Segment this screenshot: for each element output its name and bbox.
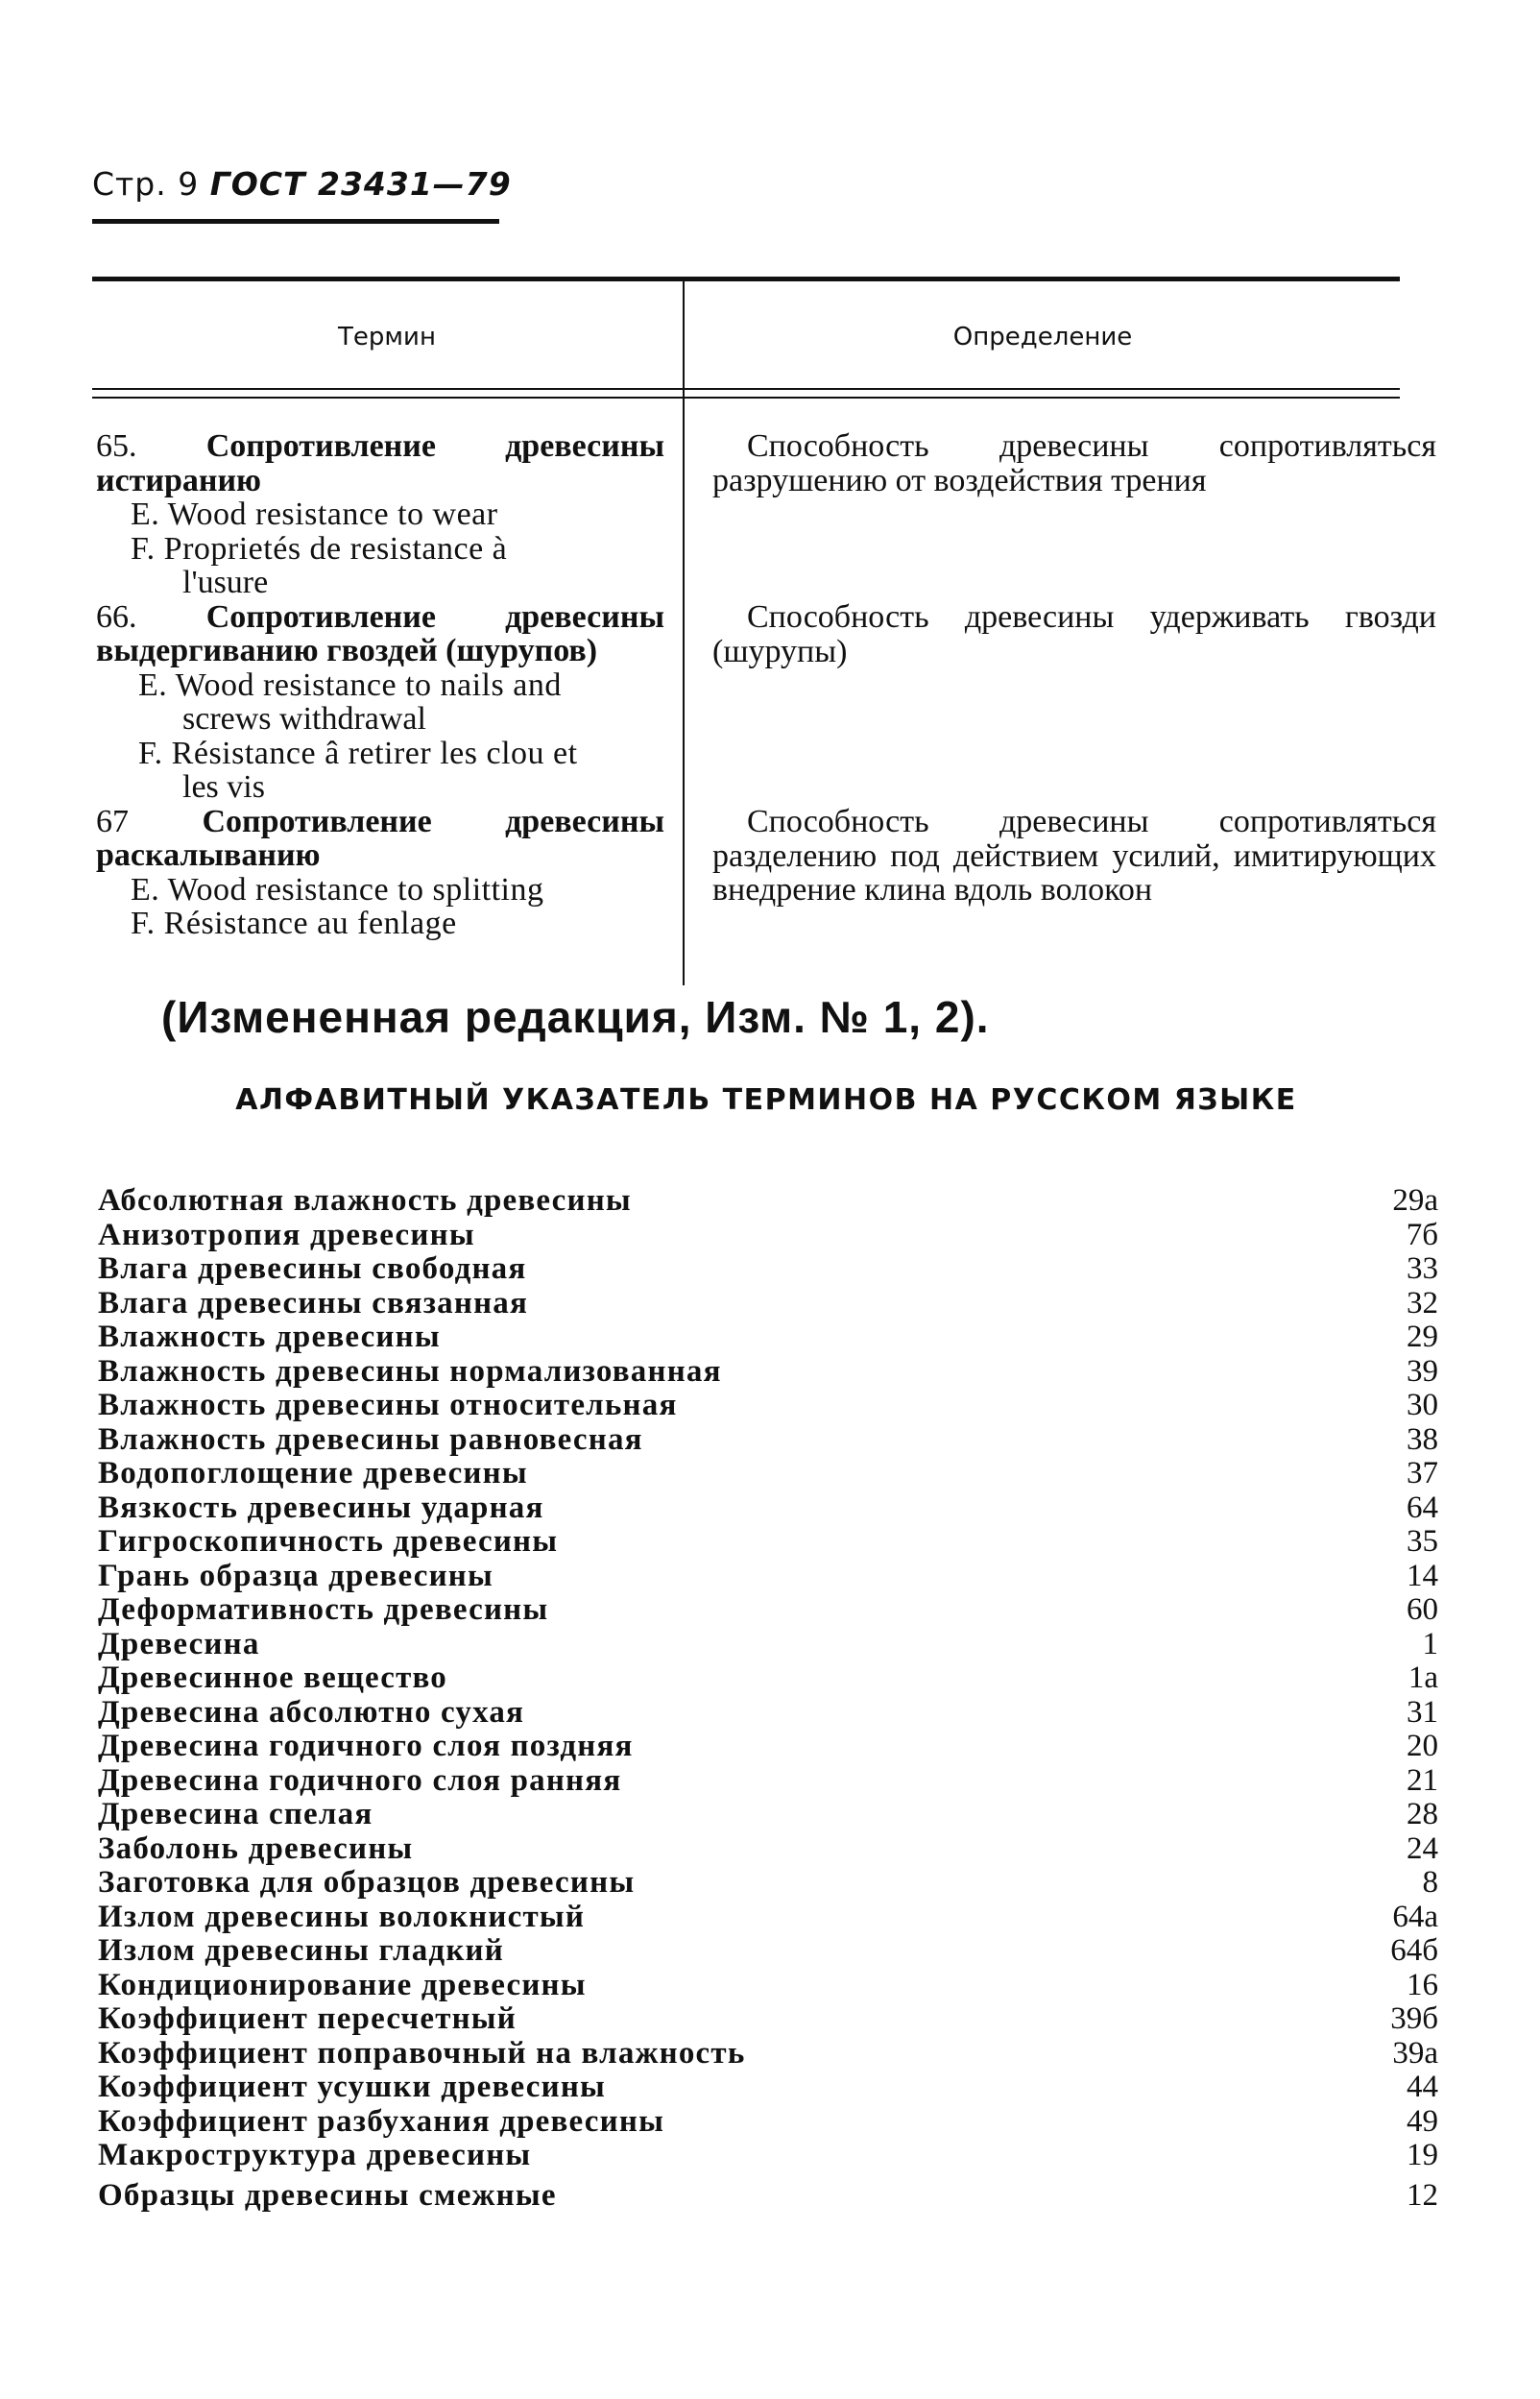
index-term: Грань образца древесины xyxy=(98,1558,493,1593)
definition-66: Способность древесины удерживать гвозди (шурупы) xyxy=(712,599,1436,669)
term-number: 67 xyxy=(96,803,129,839)
index-term-reference: 38 xyxy=(1407,1421,1438,1457)
index-row xyxy=(98,1866,1438,1901)
index-term-reference: 64б xyxy=(1390,1933,1438,1968)
index-term: Влажность древесины относительная xyxy=(98,1388,678,1422)
index-row xyxy=(98,1593,1438,1628)
term-french-continued: l'usure xyxy=(182,565,269,600)
index-term: Влажность древесины равновесная xyxy=(98,1421,643,1457)
term-entry-65 xyxy=(96,429,664,497)
term-russian: Сопротивление древесины выдергиванию гвоздей (шурупов) xyxy=(96,598,664,668)
term-russian: Сопротивление древесины истиранию xyxy=(96,428,664,498)
index-term: Древесина годичного слоя поздняя xyxy=(98,1729,634,1763)
index-term: Коэффициент поправочный на влажность xyxy=(98,2035,746,2071)
index-term-reference: 20 xyxy=(1407,1729,1438,1763)
index-term: Образцы древесины смежные xyxy=(98,2177,557,2213)
index-term: Влажность древесины xyxy=(98,1320,441,1354)
index-row xyxy=(98,1389,1438,1423)
term-english: E. Wood resistance to wear xyxy=(131,497,498,532)
index-term-reference: 24 xyxy=(1407,1830,1438,1866)
index-term-reference: 29а xyxy=(1392,1183,1438,1218)
index-term-reference: 64а xyxy=(1392,1899,1438,1934)
index-term: Коэффициент усушки древесины xyxy=(98,2070,607,2104)
index-list xyxy=(98,1184,1438,2213)
index-term-reference: 39а xyxy=(1392,2035,1438,2071)
column-header-definition: Определение xyxy=(952,323,1133,351)
index-row xyxy=(98,1184,1438,1219)
index-term-reference: 32 xyxy=(1407,1285,1438,1321)
index-row xyxy=(98,1560,1438,1594)
term-english: E. Wood resistance to nails and xyxy=(138,666,562,703)
term-entry-66 xyxy=(96,600,664,668)
table-column-divider xyxy=(683,280,685,985)
page-header xyxy=(92,165,512,203)
table-top-rule xyxy=(92,277,1400,281)
term-english: E. Wood resistance to splitting xyxy=(131,871,544,908)
index-row xyxy=(98,1764,1438,1799)
index-row xyxy=(98,2105,1438,2140)
index-row xyxy=(98,1969,1438,2003)
index-term: Абсолютная влажность древесины xyxy=(98,1183,632,1218)
index-title: АЛФАВИТНЫЙ УКАЗАТЕЛЬ ТЕРМИНОВ НА РУССКОМ ЯЗЫКЕ xyxy=(235,1083,1297,1117)
term-entry-67 xyxy=(96,805,664,873)
index-row xyxy=(98,2139,1438,2173)
index-term-reference: 1а xyxy=(1408,1660,1438,1695)
index-term-reference: 30 xyxy=(1407,1388,1438,1422)
page-number: Стр. 9 xyxy=(92,165,200,203)
index-term: Древесинное вещество xyxy=(98,1660,447,1695)
index-term: Излом древесины гладкий xyxy=(98,1933,504,1968)
index-row xyxy=(98,1730,1438,1764)
index-term-reference: 37 xyxy=(1407,1456,1438,1490)
header-rule xyxy=(92,219,499,224)
index-term-reference: 29 xyxy=(1407,1320,1438,1354)
index-term-reference: 7б xyxy=(1406,1217,1438,1252)
index-row xyxy=(98,2002,1438,2037)
index-term-reference: 1 xyxy=(1422,1626,1438,1661)
index-row xyxy=(98,1628,1438,1662)
term-russian: Сопротивление древесины раскалыванию xyxy=(96,803,664,873)
index-term: Древесина спелая xyxy=(98,1797,373,1831)
standard-code: ГОСТ 23431—79 xyxy=(209,165,512,203)
index-term: Древесина абсолютно сухая xyxy=(98,1694,525,1730)
index-row xyxy=(98,1832,1438,1867)
index-term-reference: 8 xyxy=(1422,1865,1438,1900)
index-term-reference: 35 xyxy=(1407,1524,1438,1559)
index-term: Влага древесины свободная xyxy=(98,1251,527,1286)
index-row xyxy=(98,2071,1438,2105)
index-term: Кондиционирование древесины xyxy=(98,1967,587,2002)
index-term: Макроструктура древесины xyxy=(98,2138,532,2172)
index-term-reference: 39 xyxy=(1407,1353,1438,1389)
index-term-reference: 19 xyxy=(1407,2138,1438,2172)
index-term-reference: 14 xyxy=(1407,1558,1438,1593)
index-row xyxy=(98,2037,1438,2072)
index-term: Вязкость древесины ударная xyxy=(98,1490,544,1525)
index-term: Излом древесины волокнистый xyxy=(98,1899,586,1934)
index-row xyxy=(98,1491,1438,1526)
index-term-reference: 21 xyxy=(1407,1762,1438,1798)
index-term-reference: 44 xyxy=(1407,2070,1438,2104)
index-term-reference: 33 xyxy=(1407,1251,1438,1286)
index-term: Коэффициент пересчетный xyxy=(98,2001,517,2036)
index-term: Водопоглощение древесины xyxy=(98,1456,528,1490)
term-french-continued: les vis xyxy=(182,769,265,805)
index-row xyxy=(98,1219,1438,1253)
column-header-term: Термин xyxy=(338,323,436,351)
table-header-rule xyxy=(92,388,1400,390)
index-term: Древесина xyxy=(98,1626,260,1661)
index-row xyxy=(98,1525,1438,1560)
definition-65: Способность древесины сопротивляться разрушению от воздействия трения xyxy=(712,428,1436,498)
index-term: Коэффициент разбухания древесины xyxy=(98,2103,665,2139)
index-term-reference: 28 xyxy=(1407,1797,1438,1831)
index-row xyxy=(98,1696,1438,1731)
term-french: F. Proprietés de resistance à xyxy=(131,530,508,567)
index-row xyxy=(98,1252,1438,1287)
index-row xyxy=(98,2179,1438,2214)
table-header-rule-second xyxy=(92,397,1400,399)
index-row xyxy=(98,1355,1438,1390)
index-row xyxy=(98,1901,1438,1935)
index-term-reference: 16 xyxy=(1407,1967,1438,2002)
index-row xyxy=(98,1423,1438,1458)
index-row xyxy=(98,1321,1438,1355)
index-term: Анизотропия древесины xyxy=(98,1217,475,1252)
index-term-reference: 60 xyxy=(1407,1592,1438,1627)
definition-67: Способность древесины сопротивляться разделению под действием усилий, имитирующих внедрение клина вдоль волокон xyxy=(712,804,1436,908)
amendment-note: (Измененная редакция, Изм. № 1, 2). xyxy=(161,992,990,1042)
index-term-reference: 64 xyxy=(1407,1490,1438,1525)
term-number: 66. xyxy=(96,598,137,635)
index-row xyxy=(98,1457,1438,1491)
index-term: Деформативность древесины xyxy=(98,1592,549,1627)
index-term-reference: 31 xyxy=(1407,1694,1438,1730)
index-term: Гигроскопичность древесины xyxy=(98,1524,559,1559)
index-row xyxy=(98,1287,1438,1321)
index-term: Древесина годичного слоя ранняя xyxy=(98,1762,622,1798)
term-french: F. Résistance au fenlage xyxy=(131,906,457,941)
index-term: Заготовка для образцов древесины xyxy=(98,1865,636,1900)
index-row xyxy=(98,1934,1438,1969)
index-term-reference: 49 xyxy=(1407,2103,1438,2139)
index-term-reference: 39б xyxy=(1390,2001,1438,2036)
term-english-continued: screws withdrawal xyxy=(182,701,426,737)
index-row xyxy=(98,1798,1438,1832)
index-term: Заболонь древесины xyxy=(98,1830,414,1866)
term-number: 65. xyxy=(96,428,137,464)
index-term: Влага древесины связанная xyxy=(98,1285,529,1321)
index-term: Влажность древесины нормализованная xyxy=(98,1353,722,1389)
index-row xyxy=(98,1661,1438,1696)
term-french: F. Résistance â retirer les clou et xyxy=(138,735,578,771)
terms-column xyxy=(96,429,664,941)
index-term-reference: 12 xyxy=(1407,2177,1438,2213)
